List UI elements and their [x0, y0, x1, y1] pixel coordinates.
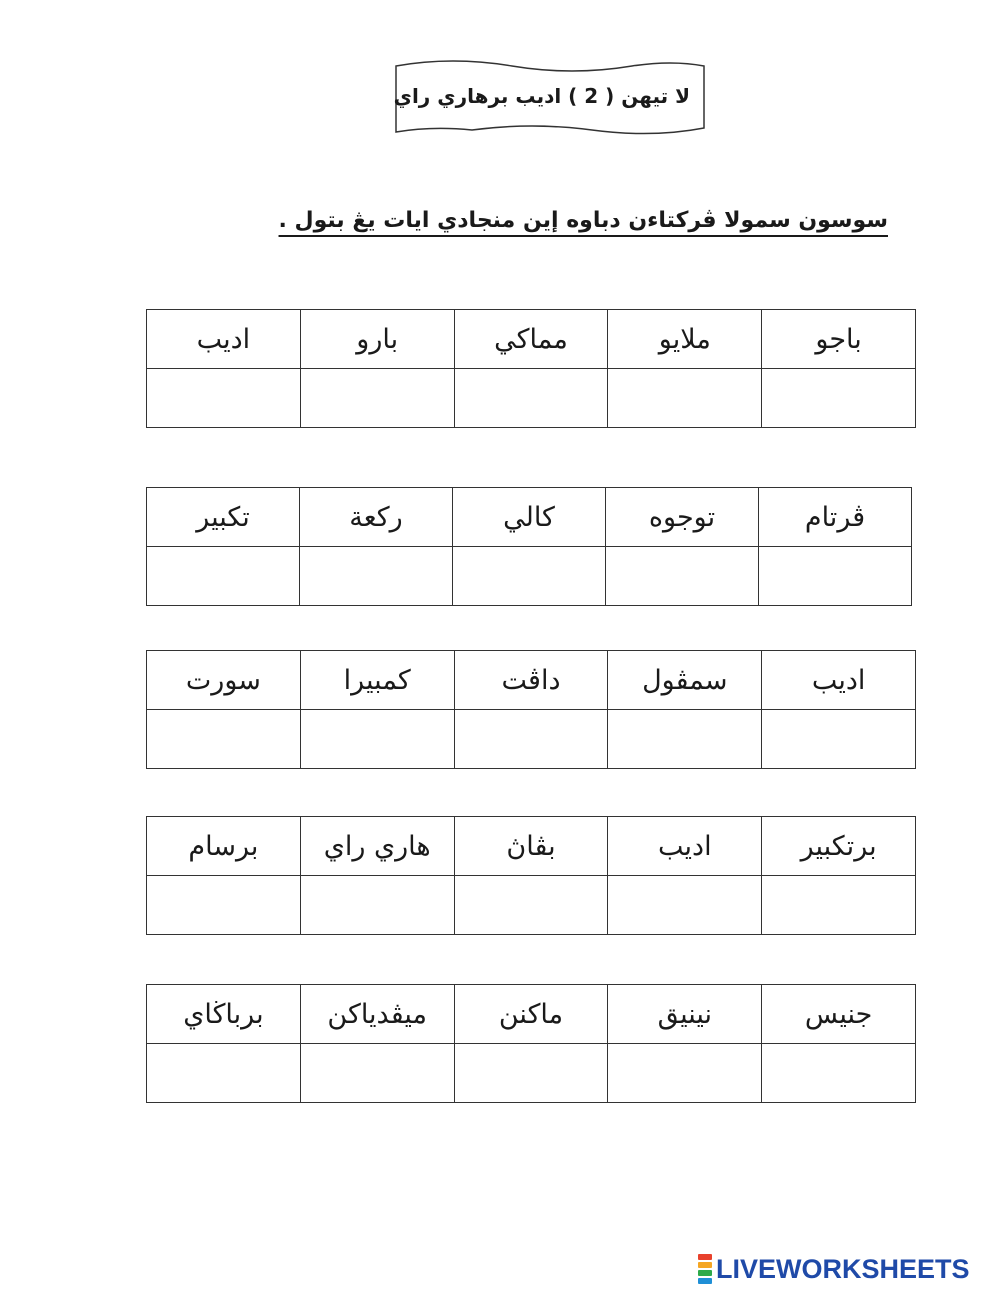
- logo-text: LIVEWORKSHEETS: [716, 1253, 970, 1284]
- word-cell[interactable]: ڤرتام: [759, 488, 912, 547]
- word-cell[interactable]: برباڬاي: [147, 985, 301, 1044]
- instruction-text: سوسون سمولا ڤركتاءن دباوه إين منجادي ايات يڠ بتول .: [278, 208, 888, 233]
- answer-box[interactable]: [762, 1044, 916, 1103]
- word-cell[interactable]: ركعة: [300, 488, 453, 547]
- answer-box[interactable]: [300, 369, 454, 428]
- answer-box[interactable]: [762, 710, 916, 769]
- logo-icon: [698, 1253, 712, 1285]
- answer-box[interactable]: [762, 369, 916, 428]
- word-table-5: [146, 984, 916, 1103]
- answer-box[interactable]: [454, 710, 608, 769]
- word-cell[interactable]: نينيق: [608, 985, 762, 1044]
- answer-box[interactable]: [454, 1044, 608, 1103]
- answer-box[interactable]: [300, 876, 454, 935]
- word-table-3: [146, 650, 916, 769]
- word-cell[interactable]: كمبيرا: [300, 651, 454, 710]
- answer-box[interactable]: [300, 547, 453, 606]
- answer-box[interactable]: [300, 1044, 454, 1103]
- word-cell[interactable]: هاري راي: [300, 817, 454, 876]
- word-table-1: [146, 309, 916, 428]
- answer-box[interactable]: [454, 369, 608, 428]
- word-cell[interactable]: باجو: [762, 310, 916, 369]
- answer-box[interactable]: [608, 369, 762, 428]
- word-cell[interactable]: اديب: [608, 817, 762, 876]
- word-cell[interactable]: كالي: [453, 488, 606, 547]
- banner-title: لا تيهن ( 2 ) اديب برهاري راي: [393, 84, 690, 108]
- word-table-2: [146, 487, 912, 606]
- word-cell[interactable]: اديب: [147, 310, 301, 369]
- answer-box[interactable]: [147, 369, 301, 428]
- liveworksheets-logo: [698, 1254, 970, 1284]
- answer-box[interactable]: [147, 547, 300, 606]
- word-cell[interactable]: بڤاڽ: [454, 817, 608, 876]
- answer-box[interactable]: [608, 710, 762, 769]
- word-cell[interactable]: داڤت: [454, 651, 608, 710]
- answer-box[interactable]: [147, 710, 301, 769]
- word-cell[interactable]: ملايو: [608, 310, 762, 369]
- word-cell[interactable]: برسام: [147, 817, 301, 876]
- title-banner: [392, 58, 710, 140]
- answer-box[interactable]: [759, 547, 912, 606]
- word-cell[interactable]: ماكنن: [454, 985, 608, 1044]
- word-cell[interactable]: برتكبير: [762, 817, 916, 876]
- answer-box[interactable]: [147, 1044, 301, 1103]
- answer-box[interactable]: [147, 876, 301, 935]
- answer-box[interactable]: [453, 547, 606, 606]
- word-cell[interactable]: بارو: [300, 310, 454, 369]
- word-cell[interactable]: سورت: [147, 651, 301, 710]
- word-cell[interactable]: مماكي: [454, 310, 608, 369]
- answer-box[interactable]: [454, 876, 608, 935]
- word-cell[interactable]: ميڤدياكن: [300, 985, 454, 1044]
- answer-box[interactable]: [762, 876, 916, 935]
- word-cell[interactable]: توجوه: [606, 488, 759, 547]
- word-cell[interactable]: اديب: [762, 651, 916, 710]
- word-cell[interactable]: سمڤول: [608, 651, 762, 710]
- answer-box[interactable]: [608, 876, 762, 935]
- answer-box[interactable]: [300, 710, 454, 769]
- word-cell[interactable]: تكبير: [147, 488, 300, 547]
- word-table-4: [146, 816, 916, 935]
- answer-box[interactable]: [608, 1044, 762, 1103]
- answer-box[interactable]: [606, 547, 759, 606]
- word-cell[interactable]: جنيس: [762, 985, 916, 1044]
